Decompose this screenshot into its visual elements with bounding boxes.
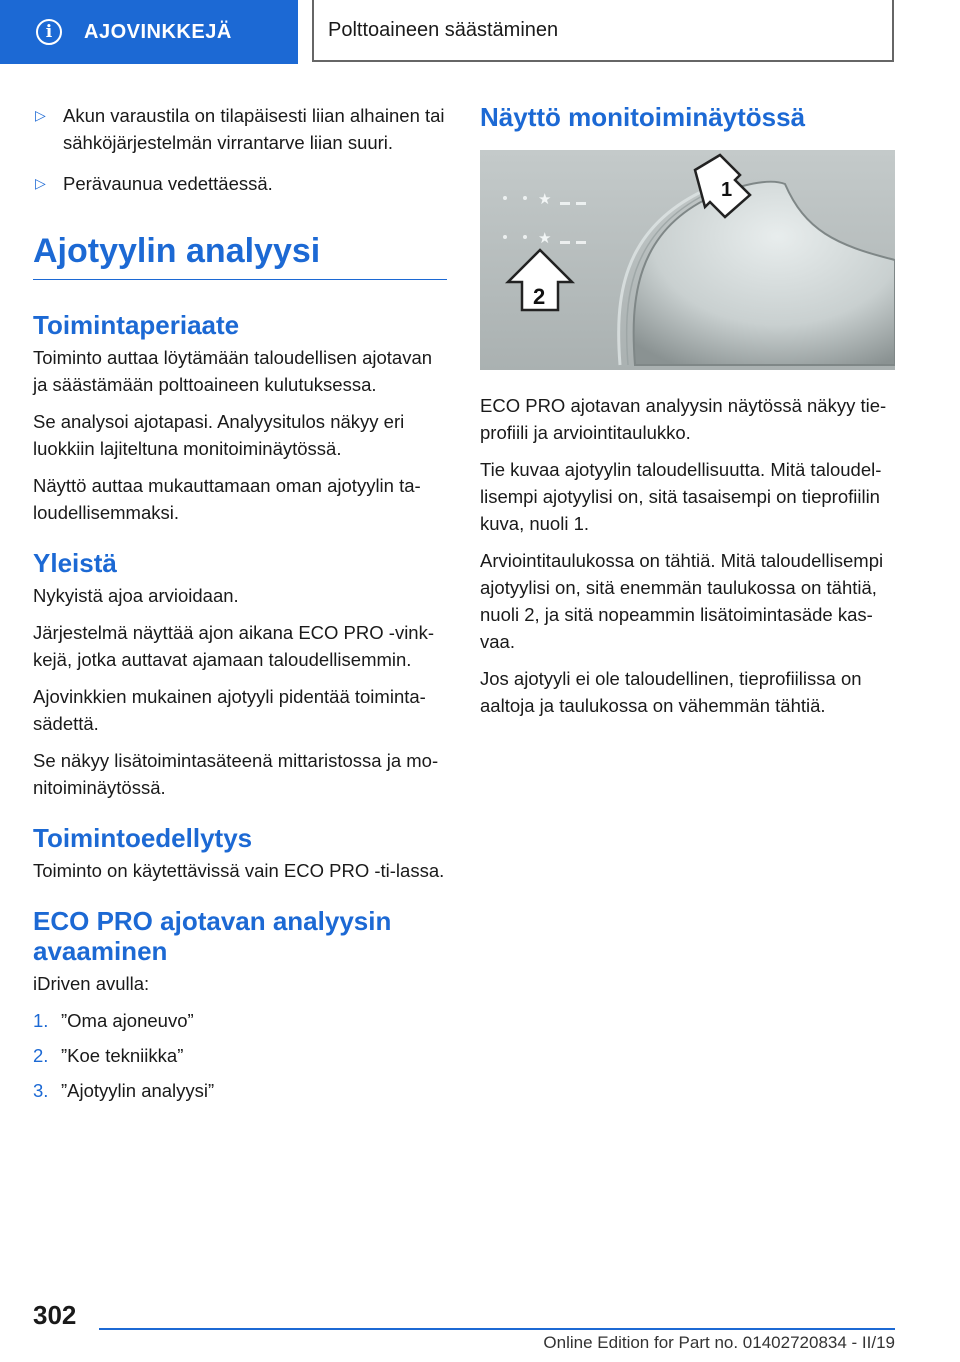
triangle-bullet-icon: ▷: [35, 175, 46, 191]
info-icon: i: [36, 19, 62, 45]
paragraph: Toiminto auttaa löytämään taloudellisen ajotavan ja säästämään polttoaineen kulutuksessa.: [33, 347, 433, 395]
paragraph: Arviointitaulukossa on tähtiä. Mitä taloudellisempi ajotyylisi on, sitä enemmän taulukossa on tähtiä, nuoli 2, ja sitä nopeammin lisätoimintasäde kas-vaa.: [480, 550, 884, 652]
triangle-bullet-icon: ▷: [35, 107, 46, 123]
edition-label: Online Edition for Part no. 01402720834 - II/19: [543, 1333, 895, 1352]
page-number: 302: [33, 1300, 77, 1330]
list-item: ▷ Perävaunua vedettäessä.: [33, 170, 447, 197]
list-item: ▷ Akun varaustila on tilapäisesti liian alhainen tai sähköjärjestelmän virrantarve liian suuri.: [33, 102, 447, 156]
paragraph: Nykyistä ajoa arvioidaan.: [33, 585, 239, 606]
list-item: 2. ”Koe tekniikka”: [33, 1045, 184, 1066]
svg-text:2: 2: [533, 284, 546, 309]
list-item: 1. ”Oma ajoneuvo”: [33, 1010, 194, 1031]
svg-text:★: ★: [538, 190, 552, 208]
section-title: Polttoaineen säästäminen: [328, 18, 559, 41]
section-heading: Toimintaperiaate: [33, 310, 240, 340]
paragraph: ECO PRO ajotavan analyysin näytössä näkyy tie-profiili ja arviointitaulukko.: [480, 395, 887, 443]
paragraph: Ajovinkkien mukainen ajotyyli pidentää toiminta-sädettä.: [33, 686, 426, 734]
section-heading: Toimintoedellytys: [33, 823, 253, 853]
paragraph: Tie kuvaa ajotyylin taloudellisuutta. Mitä taloudel-lisempi ajotyylisi on, sitä tasaisempi on tieprofiilin kuva, nuoli 1.: [480, 459, 882, 534]
paragraph: Järjestelmä näyttää ajon aikana ECO PRO -vink-kejä, jotka auttavat ajamaan taloudellisemmin.: [33, 622, 435, 670]
steps-list: [33, 1007, 447, 1104]
paragraph: Toiminto on käytettävissä vain ECO PRO -ti-lassa.: [33, 860, 445, 881]
section-title-box: [312, 0, 894, 62]
paragraph: Näyttö auttaa mukauttamaan oman ajotyylin ta-loudellisemmaksi.: [33, 475, 421, 523]
paragraph: Se analysoi ajotapasi. Analyysitulos näkyy eri luokkiin lajiteltuna monitoiminäytössä.: [33, 411, 405, 459]
right-column: [480, 102, 895, 729]
svg-text:★: ★: [538, 229, 552, 247]
left-column: [33, 102, 447, 1112]
chapter-label: AJOVINKKEJÄ: [84, 20, 232, 43]
list-item: 3. ”Ajotyylin analyysi”: [33, 1080, 215, 1101]
eco-pro-display-illustration: [480, 150, 895, 370]
paragraph: Jos ajotyyli ei ole taloudellinen, tieprofiilissa on aaltoja ja taulukossa on vähemmän tähtiä.: [480, 668, 862, 716]
section-heading: Näyttö monitoiminäytössä: [480, 102, 806, 132]
section-heading: Yleistä: [33, 548, 117, 578]
footer-divider: [99, 1328, 895, 1330]
paragraph: iDriven avulla:: [33, 973, 150, 994]
section-heading: ECO PRO ajotavan analyysin avaaminen: [33, 906, 392, 966]
page-heading: Ajotyylin analyysi: [33, 231, 447, 280]
chapter-tab[interactable]: [0, 0, 298, 64]
paragraph: Se näkyy lisätoimintasäteenä mittaristossa ja mo-nitoiminäytössä.: [33, 750, 439, 798]
svg-text:1: 1: [721, 179, 733, 201]
